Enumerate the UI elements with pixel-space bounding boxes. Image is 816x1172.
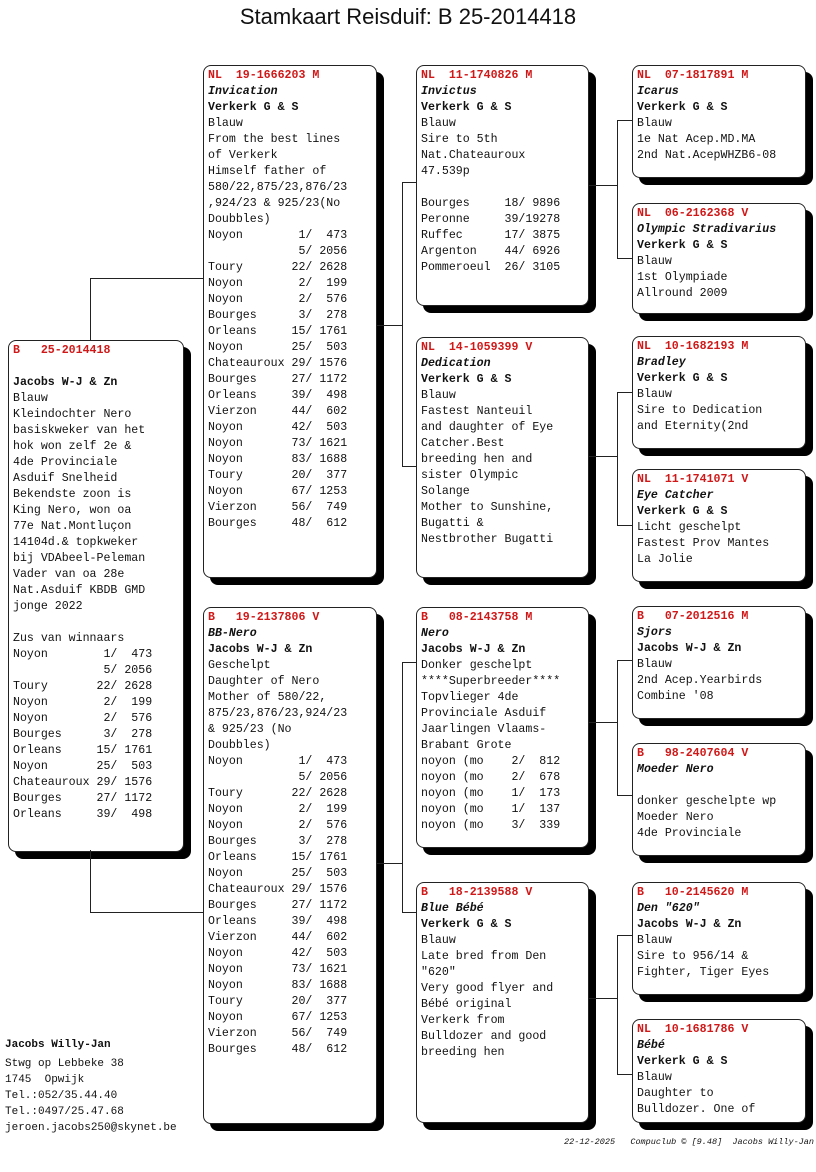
info-line: Blauw [637, 658, 672, 671]
info-line: Toury 22/ 2628 [13, 680, 153, 693]
info-line: Noyon 1/ 473 [208, 229, 348, 242]
info-line: Vierzon 44/ 602 [208, 405, 348, 418]
pigeon-name: Bradley [637, 356, 686, 369]
owner-name: Jacobs W-J & Zn [637, 918, 742, 931]
info-line: Noyon 25/ 503 [208, 341, 348, 354]
info-line: 4de Provinciale [13, 456, 118, 469]
info-line: Noyon 2/ 199 [208, 803, 348, 816]
connector-line [402, 182, 416, 183]
footer: 22-12-2025 Compuclub © [9.48] Jacobs Willy-Jan [564, 1137, 814, 1147]
info-line: and Eternity(2nd [637, 420, 749, 433]
info-line: Nat.Chateauroux [421, 149, 526, 162]
info-line: Fighter, Tiger Eyes [637, 966, 770, 979]
info-line: Donker geschelpt [421, 659, 533, 672]
owner-name: Verkerk G & S [208, 101, 299, 114]
connector-line [90, 278, 203, 279]
info-line: Orleans 15/ 1761 [13, 744, 153, 757]
info-line: Kleindochter Nero [13, 408, 132, 421]
pigeon-card-ss-sire[interactable] [632, 65, 806, 178]
ring-number: NL 07-1817891 M [637, 69, 749, 82]
info-line: & 925/23 (No [208, 723, 292, 736]
info-line: La Jolie [637, 553, 693, 566]
info-line: Bourges 3/ 278 [208, 309, 348, 322]
connector-line [90, 278, 91, 340]
pigeon-card-ds-sire[interactable] [632, 606, 806, 719]
info-line: 5/ 2056 [13, 664, 153, 677]
ring-number: B 18-2139588 V [421, 886, 533, 899]
info-line: Bulldozer and good [421, 1030, 547, 1043]
connector-line [402, 912, 416, 913]
info-line: Noyon 2/ 576 [208, 293, 348, 306]
ring-number: NL 11-1740826 M [421, 69, 533, 82]
breeder-info [5, 1034, 177, 1136]
connector-line [90, 912, 203, 913]
ring-number: NL 11-1741071 V [637, 473, 749, 486]
info-line: jonge 2022 [13, 600, 83, 613]
info-line: Noyon 83/ 1688 [208, 979, 348, 992]
breeder-line: Tel.:052/35.44.40 [5, 1090, 118, 1102]
ring-number: NL 10-1681786 V [637, 1023, 749, 1036]
ring-number: B 10-2145620 M [637, 886, 749, 899]
info-line: Fastest Nanteuil [421, 405, 533, 418]
info-line: Nat.Asduif KBDB GMD [13, 584, 146, 597]
info-line: King Nero, won oa [13, 504, 132, 517]
info-line: Orleans 15/ 1761 [208, 325, 348, 338]
info-line: Blauw [637, 934, 672, 947]
info-line: Noyon 73/ 1621 [208, 963, 348, 976]
ring-number: B 19-2137806 V [208, 611, 320, 624]
info-line: Noyon 2/ 199 [13, 696, 153, 709]
breeder-line: Stwg op Lebbeke 38 [5, 1058, 124, 1070]
info-line: sister Olympic [421, 469, 519, 482]
info-line: Vader van oa 28e [13, 568, 125, 581]
info-line: Jaarlingen Vlaams- [421, 723, 547, 736]
pigeon-name: Invication [208, 85, 278, 98]
info-line: donker geschelpte wp [637, 795, 777, 808]
pigeon-card-dam[interactable] [203, 607, 377, 1124]
connector-line [402, 466, 416, 467]
info-line: basiskweker van het [13, 424, 146, 437]
pigeon-card-sire-sire[interactable] [416, 65, 589, 306]
pigeon-name: Dedication [421, 357, 491, 370]
connector-line [376, 325, 402, 326]
info-line: Blauw [637, 1071, 672, 1084]
info-line: breeding hen and [421, 453, 533, 466]
info-line: 14104d.& topkweker [13, 536, 139, 549]
info-line: 875/23,876/23,924/23 [208, 707, 348, 720]
info-line: Orleans 39/ 498 [13, 808, 153, 821]
pigeon-card-sd-dam[interactable] [632, 469, 806, 582]
info-line: noyon (mo 1/ 173 [421, 787, 561, 800]
info-line: Combine '08 [637, 690, 714, 703]
info-line: bij VDAbeel-Peleman [13, 552, 146, 565]
pigeon-card-ss-dam[interactable] [632, 203, 806, 314]
connector-line [402, 662, 416, 663]
info-line: Solange [421, 485, 470, 498]
pigeon-card-dam-sire[interactable] [416, 607, 589, 848]
pigeon-name: Nero [421, 627, 449, 640]
info-line: 580/22,875/23,876/23 [208, 181, 348, 194]
info-line: breeding hen [421, 1046, 505, 1059]
info-line: 4de Provinciale [637, 827, 742, 840]
info-line: Blauw [13, 392, 48, 405]
info-line: Toury 20/ 377 [208, 469, 348, 482]
ring-number: NL 06-2162368 V [637, 207, 749, 220]
info-line: Orleans 15/ 1761 [208, 851, 348, 864]
info-line: Blauw [421, 117, 456, 130]
connector-line [589, 722, 617, 723]
info-line: Bourges 48/ 612 [208, 1043, 348, 1056]
info-line: Licht geschelpt [637, 521, 742, 534]
info-line: Noyon 1/ 473 [208, 755, 348, 768]
info-line: 2nd Nat.AcepWHZB6-08 [637, 149, 777, 162]
breeder-line: Tel.:0497/25.47.68 [5, 1106, 124, 1118]
connector-line [617, 258, 632, 259]
info-line: noyon (mo 1/ 137 [421, 803, 561, 816]
info-line: ,924/23 & 925/23(No [208, 197, 341, 210]
info-line: Noyon 2/ 199 [208, 277, 348, 290]
pigeon-name: Moeder Nero [637, 763, 714, 776]
breeder-line: 1745 Opwijk [5, 1074, 85, 1086]
pigeon-card-sire-dam[interactable] [416, 337, 589, 578]
info-line: noyon (mo 2/ 812 [421, 755, 561, 768]
info-line: Blauw [421, 934, 456, 947]
info-line: Noyon 2/ 576 [208, 819, 348, 832]
pigeon-name: Blue Bébé [421, 902, 484, 915]
pigeon-card-sire[interactable] [203, 65, 377, 578]
info-line: Noyon 25/ 503 [13, 760, 153, 773]
connector-line [617, 660, 632, 661]
info-line: Chateauroux 29/ 1576 [208, 357, 348, 370]
connector-line [402, 662, 403, 912]
pigeon-name: Eye Catcher [637, 489, 714, 502]
info-line: Chateauroux 29/ 1576 [13, 776, 153, 789]
info-line: 47.539p [421, 165, 470, 178]
connector-line [617, 795, 632, 796]
connector-line [90, 850, 91, 912]
info-line: Bourges 27/ 1172 [208, 899, 348, 912]
info-line: Doubbles) [208, 739, 271, 752]
info-line: Daughter to [637, 1087, 714, 1100]
info-line: Fastest Prov Mantes [637, 537, 770, 550]
info-line: Ruffec 17/ 3875 [421, 229, 561, 242]
info-line: Himself father of [208, 165, 327, 178]
pigeon-card-dd-sire[interactable] [632, 882, 806, 995]
info-line: Doubbles) [208, 213, 271, 226]
info-line: Geschelpt [208, 659, 271, 672]
owner-name: Verkerk G & S [421, 101, 512, 114]
info-line: Noyon 2/ 576 [13, 712, 153, 725]
info-line: Noyon 83/ 1688 [208, 453, 348, 466]
info-line: Blauw [421, 389, 456, 402]
info-line: Noyon 25/ 503 [208, 867, 348, 880]
info-line: From the best lines [208, 133, 341, 146]
connector-line [402, 182, 403, 466]
info-line: Sire to Dedication [637, 404, 763, 417]
owner-name: Jacobs W-J & Zn [208, 643, 313, 656]
owner-name: Verkerk G & S [637, 101, 728, 114]
connector-line [617, 525, 632, 526]
info-line: Sire to 5th [421, 133, 498, 146]
owner-name: Verkerk G & S [637, 505, 728, 518]
pigeon-name: Den "620" [637, 902, 700, 915]
owner-name: Verkerk G & S [421, 918, 512, 931]
info-line: Daughter of Nero [208, 675, 320, 688]
info-line: 2nd Acep.Yearbirds [637, 674, 763, 687]
info-line [421, 180, 584, 196]
info-line: Vierzon 56/ 749 [208, 501, 348, 514]
ring-number: B 08-2143758 M [421, 611, 533, 624]
info-line: Verkerk from [421, 1014, 505, 1027]
info-line: Mother to Sunshine, [421, 501, 554, 514]
ring-number: NL 10-1682193 M [637, 340, 749, 353]
info-line: Very good flyer and [421, 982, 554, 995]
info-line: hok won zelf 2e & [13, 440, 132, 453]
info-line: Catcher.Best [421, 437, 505, 450]
info-line: Blauw [637, 255, 672, 268]
info-line: Noyon 73/ 1621 [208, 437, 348, 450]
info-line: Chateauroux 29/ 1576 [208, 883, 348, 896]
info-line: Noyon 1/ 473 [13, 648, 153, 661]
connector-line [617, 392, 618, 525]
pigeon-card-dd-dam[interactable] [632, 1019, 806, 1123]
info-line: 5/ 2056 [208, 771, 348, 784]
pigeon-card-subject[interactable] [8, 340, 184, 852]
connector-line [617, 935, 632, 936]
info-line: Mother of 580/22, [208, 691, 327, 704]
info-line: Late bred from Den [421, 950, 547, 963]
pigeon-card-ds-dam[interactable] [632, 743, 806, 856]
info-line: Blauw [637, 117, 672, 130]
info-line [13, 615, 179, 631]
owner-name: Verkerk G & S [637, 372, 728, 385]
info-line: Bourges 3/ 278 [13, 728, 153, 741]
owner-name: Jacobs W-J & Zn [13, 376, 118, 389]
connector-line [617, 660, 618, 795]
info-line: "620" [421, 966, 456, 979]
pigeon-name: BB-Nero [208, 627, 257, 640]
connector-line [617, 120, 618, 258]
pigeon-name: Olympic Stradivarius [637, 223, 777, 236]
info-line: Vierzon 44/ 602 [208, 931, 348, 944]
connector-line [376, 863, 402, 864]
info-line: Vierzon 56/ 749 [208, 1027, 348, 1040]
info-line: Noyon 42/ 503 [208, 947, 348, 960]
owner-name: Jacobs W-J & Zn [421, 643, 526, 656]
owner-name: Verkerk G & S [421, 373, 512, 386]
pigeon-card-dam-dam[interactable] [416, 882, 589, 1123]
info-line: Blauw [208, 117, 243, 130]
spacer [13, 359, 179, 375]
info-line: noyon (mo 3/ 339 [421, 819, 561, 832]
info-line: Provinciale Asduif [421, 707, 547, 720]
owner-name: Jacobs W-J & Zn [637, 642, 742, 655]
info-line: Bébé original [421, 998, 512, 1011]
info-line: Pommeroeul 26/ 3105 [421, 261, 561, 274]
info-line: Argenton 44/ 6926 [421, 245, 561, 258]
info-line: Brabant Grote [421, 739, 512, 752]
info-line: Allround 2009 [637, 287, 728, 300]
ring-number: NL 19-1666203 M [208, 69, 320, 82]
info-line: Noyon 42/ 503 [208, 421, 348, 434]
ring-number: B 07-2012516 M [637, 610, 749, 623]
pigeon-card-sd-sire[interactable] [632, 336, 806, 449]
info-line: of Verkerk [208, 149, 278, 162]
info-line: noyon (mo 2/ 678 [421, 771, 561, 784]
info-line: Toury 22/ 2628 [208, 787, 348, 800]
info-line: 5/ 2056 [208, 245, 348, 258]
info-line: Bourges 27/ 1172 [208, 373, 348, 386]
spacer [637, 778, 801, 794]
pigeon-name: Invictus [421, 85, 477, 98]
ring-number: B 98-2407604 V [637, 747, 749, 760]
info-line: Orleans 39/ 498 [208, 915, 348, 928]
info-line: Blauw [637, 388, 672, 401]
info-line: and daughter of Eye [421, 421, 554, 434]
breeder-line: jeroen.jacobs250@skynet.be [5, 1122, 177, 1134]
info-line: Peronne 39/19278 [421, 213, 561, 226]
pigeon-name: Bébé [637, 1039, 665, 1052]
info-line: Toury 20/ 377 [208, 995, 348, 1008]
info-line: Topvlieger 4de [421, 691, 519, 704]
info-line: Orleans 39/ 498 [208, 389, 348, 402]
pigeon-name: Sjors [637, 626, 672, 639]
ring-number: B 25-2014418 [13, 344, 111, 357]
info-line: Bekendste zoon is [13, 488, 132, 501]
info-line: Zus van winnaars [13, 632, 125, 645]
info-line: Bulldozer. One of [637, 1103, 756, 1116]
info-line: Noyon 67/ 1253 [208, 485, 348, 498]
info-line: Asduif Snelheid [13, 472, 118, 485]
pigeon-name: Icarus [637, 85, 679, 98]
connector-line [589, 456, 617, 457]
info-line: Nestbrother Bugatti [421, 533, 554, 546]
info-line: 1st Olympiade [637, 271, 728, 284]
info-line: 1e Nat Acep.MD.MA [637, 133, 756, 146]
connector-line [589, 185, 617, 186]
info-line: Noyon 67/ 1253 [208, 1011, 348, 1024]
info-line: Sire to 956/14 & [637, 950, 749, 963]
connector-line [617, 392, 632, 393]
info-line: Bugatti & [421, 517, 484, 530]
page-title: Stamkaart Reisduif: B 25-2014418 [239, 4, 577, 29]
info-line: Moeder Nero [637, 811, 714, 824]
info-line: ****Superbreeder**** [421, 675, 561, 688]
owner-name: Verkerk G & S [637, 1055, 728, 1068]
info-line: Bourges 27/ 1172 [13, 792, 153, 805]
owner-name: Verkerk G & S [637, 239, 728, 252]
info-line: Bourges 3/ 278 [208, 835, 348, 848]
info-line: Toury 22/ 2628 [208, 261, 348, 274]
info-line: 77e Nat.Montluçon [13, 520, 132, 533]
connector-line [617, 935, 618, 1074]
connector-line [589, 998, 617, 999]
info-line: Bourges 48/ 612 [208, 517, 348, 530]
ring-number: NL 14-1059399 V [421, 341, 533, 354]
info-line: Bourges 18/ 9896 [421, 197, 561, 210]
connector-line [617, 1074, 632, 1075]
connector-line [617, 120, 632, 121]
breeder-name: Jacobs Willy-Jan [5, 1039, 111, 1051]
